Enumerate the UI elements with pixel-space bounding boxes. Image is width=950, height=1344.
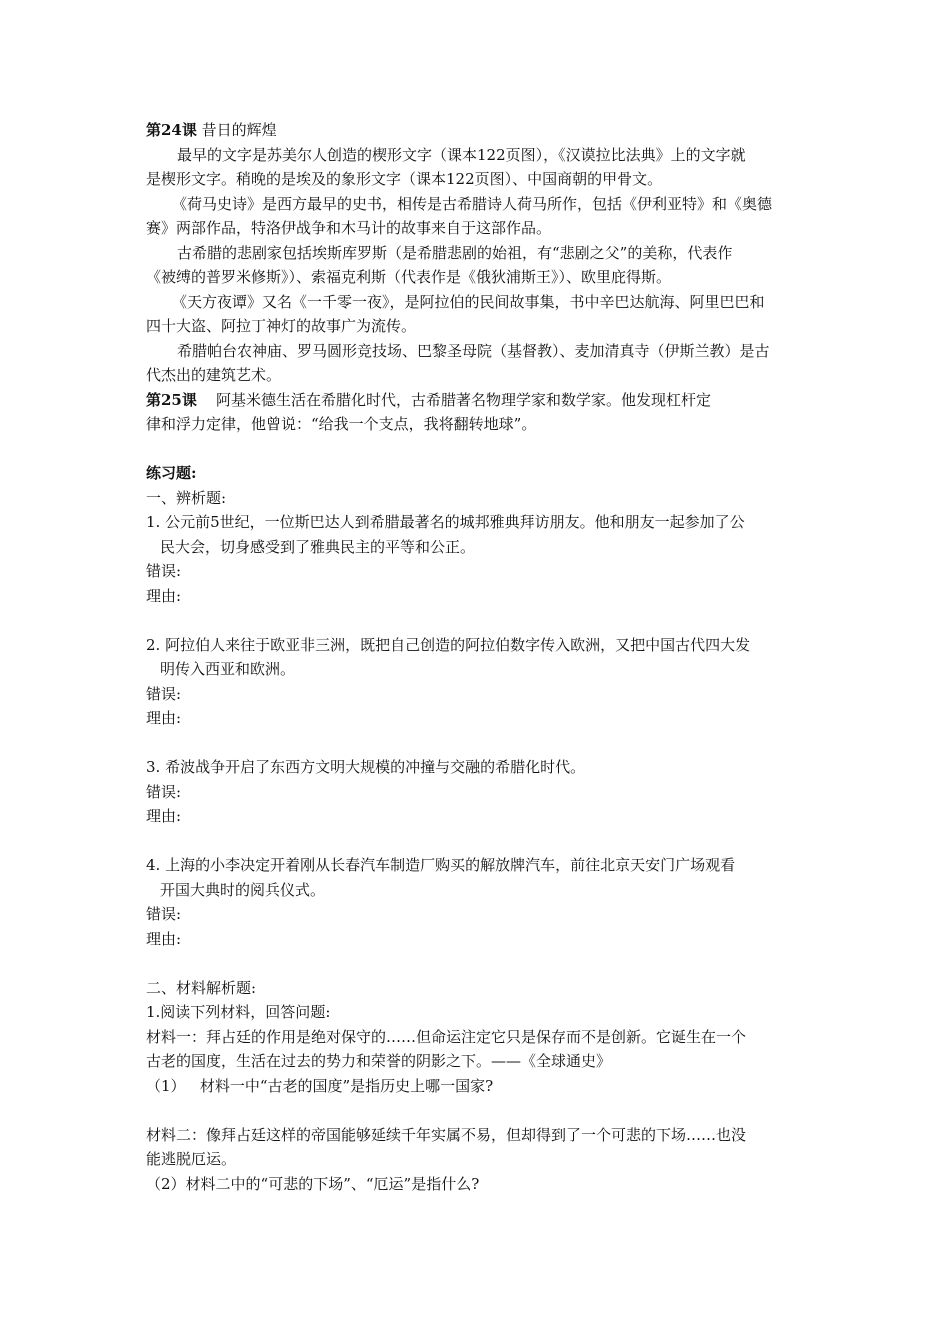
question1-line-1: 1. 公元前5世纪，一位斯巴达人到希腊最著名的城邦雅典拜访朋友。他和朋友一起参加了公 — [146, 513, 745, 531]
question4-wrong-label: 错误: — [146, 905, 182, 923]
question3-reason-label: 理由: — [146, 807, 182, 825]
question1-line-2: 民大会，切身感受到了雅典民主的平等和公正。 — [160, 537, 476, 556]
lesson24-paragraph-architecture-2: 代杰出的建筑艺术。 — [146, 366, 282, 384]
material1-line-2: 古老的国度，生活在过去的势力和荣誉的阴影之下。——《全球通史》 — [146, 1052, 612, 1070]
material-intro: 1.阅读下列材料，回答问题: — [146, 1003, 331, 1021]
question2-reason-label: 理由: — [146, 709, 182, 727]
material2-question: （2）材料二中的“可悲的下场”、“厄运”是指什么? — [146, 1174, 480, 1193]
question4-line-1: 4. 上海的小李决定开着刚从长春汽车制造厂购买的解放牌汽车，前往北京天安门广场观看 — [146, 856, 736, 874]
question4-line-2: 开国大典时的阅兵仪式。 — [160, 880, 326, 899]
question3-line-1: 3. 希波战争开启了东西方文明大规模的冲撞与交融的希腊化时代。 — [146, 758, 586, 776]
lesson24-paragraph-architecture-1: 希腊帕台农神庙、罗马圆形竞技场、巴黎圣母院（基督教）、麦加清真寺（伊斯兰教）是古 — [177, 341, 770, 360]
lesson24-paragraph-writing-2: 是楔形文字。稍晚的是埃及的象形文字（课本122页图）、中国商朝的甲骨文。 — [146, 170, 663, 188]
lesson24-paragraph-tragedy-2: 《被缚的普罗米修斯》）、索福克利斯（代表作是《俄狄浦斯王》）、欧里庇得斯。 — [146, 268, 672, 286]
question2-wrong-label: 错误: — [146, 684, 182, 703]
material2-line-2: 能逃脱厄运。 — [146, 1150, 237, 1168]
lesson25-line-2: 律和浮力定律，他曾说：“给我一个支点，我将翻转地球”。 — [146, 415, 537, 433]
material2-line-1: 材料二：像拜占廷这样的帝国能够延续千年实属不易，但却得到了一个可悲的下场……也没 — [146, 1125, 747, 1144]
question2-line-2: 明传入西亚和欧洲。 — [160, 660, 296, 678]
section2-heading: 二、材料解析题: — [146, 978, 257, 997]
question4-reason-label: 理由: — [146, 929, 182, 948]
lesson24-paragraph-tragedy-1: 古希腊的悲剧家包括埃斯库罗斯（是希腊悲剧的始祖，有“悲剧之父”的美称，代表作 — [177, 243, 733, 262]
lesson25-number: 第25课 — [146, 390, 197, 409]
exercises-title: 练习题: — [146, 464, 197, 482]
section1-heading: 一、辨析题: — [146, 488, 227, 507]
lesson24-paragraph-writing-1: 最早的文字是苏美尔人创造的楔形文字（课本122页图），《汉谟拉比法典》上的文字就 — [177, 145, 746, 164]
lesson24-paragraph-homer-2: 赛》两部作品，特洛伊战争和木马计的故事来自于这部作品。 — [146, 219, 552, 237]
material1-line-1: 材料一：拜占廷的作用是绝对保守的……但命运注定它只是保存而不是创新。它诞生在一个 — [146, 1027, 747, 1046]
lesson24-paragraph-homer-1: 《荷马史诗》是西方最早的史书，相传是古希腊诗人荷马所作，包括《伊利亚特》和《奥德 — [172, 194, 773, 213]
question2-line-1: 2. 阿拉伯人来往于欧亚非三洲，既把自己创造的阿拉伯数字传入欧洲，又把中国古代四大发 — [146, 635, 751, 654]
lesson25-text-1: 阿基米德生活在希腊化时代，古希腊著名物理学家和数学家。他发现杠杆定 — [196, 390, 711, 409]
document-page — [146, 118, 814, 1196]
lesson24-paragraph-arabian-1: 《天方夜谭》又名《一千零一夜》，是阿拉伯的民间故事集，书中辛巴达航海、阿里巴巴和 — [172, 292, 765, 311]
lesson24-paragraph-arabian-2: 四十大盗、阿拉丁神灯的故事广为流传。 — [146, 317, 417, 335]
lesson24-heading — [146, 118, 814, 143]
lesson24-title: 昔日的辉煌 — [196, 121, 277, 139]
question1-reason-label: 理由: — [146, 586, 182, 605]
question3-wrong-label: 错误: — [146, 782, 182, 801]
lesson25-line-1 — [146, 388, 814, 413]
lesson24-number: 第24课 — [146, 121, 197, 139]
material1-question: （1） 材料一中“古老的国度”是指历史上哪一国家? — [146, 1076, 494, 1095]
question1-wrong-label: 错误: — [146, 562, 182, 580]
